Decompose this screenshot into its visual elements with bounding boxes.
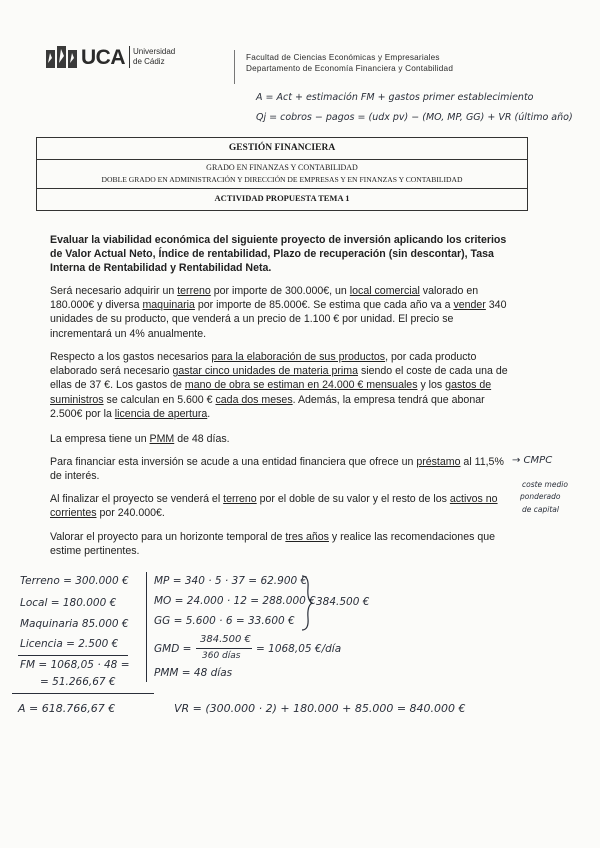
- paragraph-expenses: Respecto a los gastos necesarios para la elaboración de sus productos, por cada producto elaborado será necesario gastar cinco unidades de materia prima siendo el coste de cada una de ellas de 37 €. Los gastos de mano de obra se estiman en 24.000 € mensuales y los gastos de suministros se calculan en 5.600 € cada dos meses. Además, la empresa tendrá que abonar 2.500€ por la licencia de apertura.: [50, 351, 508, 420]
- brace-icon: [300, 574, 314, 632]
- calc-mo: MO = 24.000 · 12 = 288.000 €: [154, 595, 316, 607]
- header-activity: ACTIVIDAD PROPUESTA TEMA 1: [214, 193, 350, 203]
- calc-residual-value: VR = (300.000 · 2) + 180.000 + 85.000 = 840.000 €: [174, 702, 466, 715]
- calc-maquinaria: Maquinaria 85.000 €: [20, 618, 129, 630]
- calc-terreno: Terreno = 300.000 €: [20, 575, 129, 587]
- paragraph-assets: Será necesario adquirir un terreno por importe de 300.000€, un local comercial valorado en 180.000€ y diversa maquinaria por importe de 85.000€. Se estima que cada año va a vender 340 unidades de su producto, que venderá a un precio de 1.100 € por unidad. El precio se incrementará un 4% anualmente.: [50, 285, 507, 340]
- margin-note-line2: ponderado: [520, 492, 561, 501]
- header-degree2: DOBLE GRADO EN ADMINISTRACIÓN Y DIRECCIÓN DE EMPRESAS Y EN FINANZAS Y CONTABILIDAD: [101, 175, 463, 184]
- logo-mark: UCA: [81, 46, 125, 69]
- faculty-line1: Facultad de Ciencias Económicas y Empresariales: [246, 53, 440, 62]
- margin-note-line1: coste medio: [522, 480, 568, 489]
- calc-gmd-denominator: 360 días: [202, 651, 241, 661]
- calc-gmd-numerator: 384.500 €: [200, 634, 251, 645]
- top-note-line1: A = Act + estimación FM + gastos primer establecimiento: [256, 92, 534, 103]
- uca-emblem-icon: [44, 44, 80, 70]
- margin-note-cmpc: → CMPC: [512, 455, 553, 466]
- calc-gmd-result: = 1068,05 €/día: [256, 643, 342, 655]
- header-box: [36, 137, 528, 211]
- calc-pmm: PMM = 48 días: [154, 667, 233, 679]
- calc-gg: GG = 5.600 · 6 = 33.600 €: [154, 615, 295, 627]
- header-title: GESTIÓN FINANCIERA: [228, 143, 336, 153]
- calc-fm-line1: FM = 1068,05 · 48 =: [20, 659, 130, 671]
- faculty-line2: Departamento de Economía Financiera y Contabilidad: [246, 64, 454, 73]
- logo-name-line1: Universidad: [133, 47, 176, 56]
- paragraph-loan: Para financiar esta inversión se acude a una entidad financiera que ofrece un préstamo al 11,5% de interés.: [50, 456, 504, 483]
- calc-gmd-label: GMD =: [154, 643, 192, 655]
- calc-total-investment: A = 618.766,67 €: [18, 702, 116, 715]
- university-logo: [44, 44, 184, 70]
- calc-local: Local = 180.000 €: [20, 597, 117, 609]
- header-degree1: GRADO EN FINANZAS Y CONTABILIDAD: [206, 163, 358, 172]
- calc-fm-line2: = 51.266,67 €: [40, 676, 116, 688]
- calc-mp: MP = 340 · 5 · 37 = 62.900 €: [154, 575, 308, 587]
- margin-note-line3: de capital: [522, 505, 559, 514]
- calc-licencia: Licencia = 2.500 €: [20, 638, 119, 650]
- faculty-block: [246, 52, 453, 74]
- intro-paragraph: Evaluar la viabilidad económica del siguiente proyecto de inversión aplicando los criterios de Valor Actual Neto, Índice de rentabilidad, Plazo de recuperación (sin descontar), Tasa Interna de Rentabilidad y Rentabilidad Neta.: [50, 234, 507, 275]
- calc-total-expenses: 384.500 €: [316, 596, 370, 608]
- top-note-line2: Qj = cobros − pagos = (udx pv) − (MO, MP, GG) + VR (último año): [256, 112, 573, 123]
- paragraph-pmm: La empresa tiene un PMM de 48 días.: [50, 433, 230, 445]
- logo-name-line2: de Cádiz: [133, 57, 165, 66]
- paragraph-residual: Al finalizar el proyecto se venderá el terreno por el doble de su valor y el resto de los activos no corrientes por 240.000€.: [50, 493, 498, 520]
- paragraph-horizon: Valorar el proyecto para un horizonte temporal de tres años y realice las recomendaciones que estime pertinentes.: [50, 531, 495, 558]
